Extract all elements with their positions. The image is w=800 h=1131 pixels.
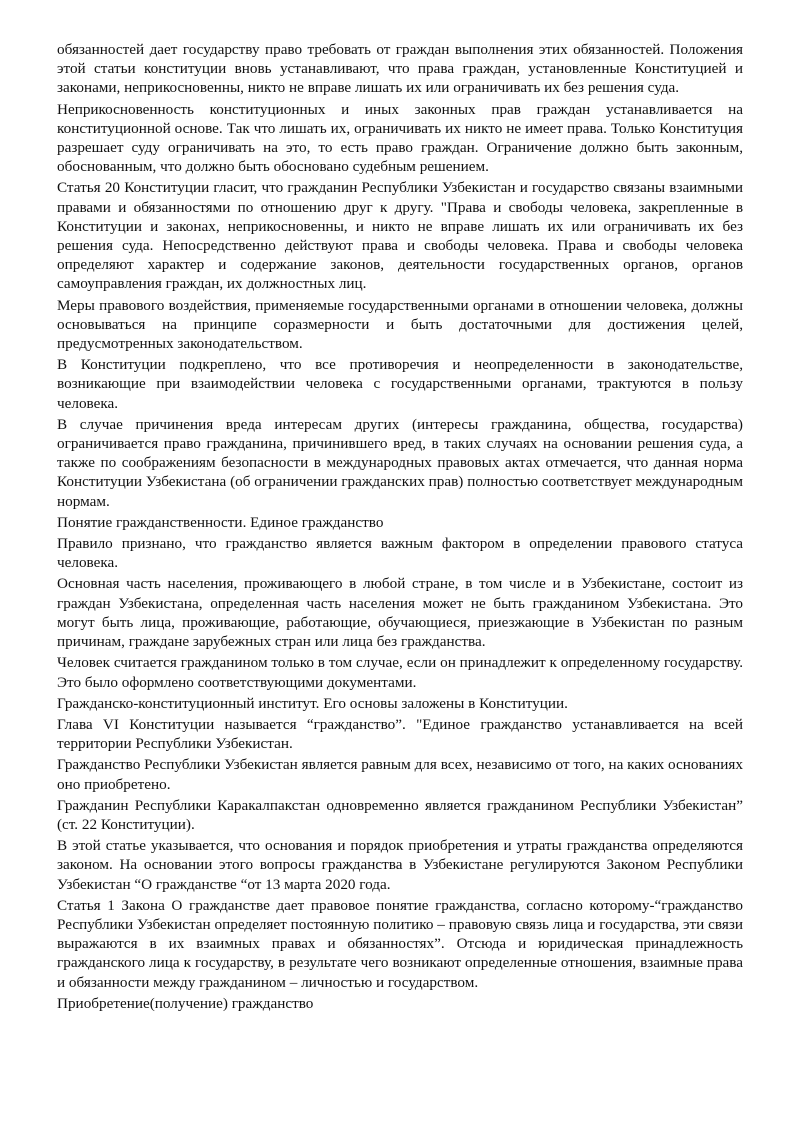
paragraph: Меры правового воздействия, применяемые государственными органами в отношении человека, должны основываться на принципе соразмерности и быть достаточными для достижения целей, предусмотренных законодательством.: [57, 296, 743, 353]
paragraph: Гражданство Республики Узбекистан является равным для всех, независимо от того, на каких основаниях оно приобретено.: [57, 756, 743, 793]
paragraph: Человек считается гражданином только в том случае, если он принадлежит к определенному государству. Это было оформлено соответствующими документами.: [57, 654, 743, 691]
paragraph: Гражданско-конституционный институт. Его основы заложены в Конституции.: [57, 694, 568, 712]
paragraph: Правило признано, что гражданство является важным фактором в определении правового статуса человека.: [57, 535, 743, 572]
paragraph: Статья 20 Конституции гласит, что гражданин Республики Узбекистан и государство связаны взаимными правами и обязанностями по отношению друг к другу. "Права и свободы человека, закрепленные в Конституции и законах, неприкосновенны, и никто не вправе лишать их или ограничивать их без решения суда. Непосредственно действуют права и свободы человека. Права и свободы человека определяют характер и содержание законов, деятельности государственных органов, органов самоуправления граждан, их должностных лиц.: [57, 179, 743, 293]
paragraph: Неприкосновенность конституционных и иных законных прав граждан устанавливается на конституционной основе. Так что лишать их, ограничивать их никто не имеет права. Только Конституция разрешает суду ограничивать на это, то есть право граждан. Ограничение должно быть законным, обоснованным, что должно быть обосновано судебным решением.: [57, 100, 743, 176]
paragraph: Гражданин Республики Каракалпакстан одновременно является гражданином Республики Узбекистан” (ст. 22 Конституции).: [57, 796, 743, 833]
paragraph: Статья 1 Закона О гражданстве дает правовое понятие гражданства, согласно которому-“гражданство Республики Узбекистан определяет постоянную политико – правовую связь лица и государства, эти связи выражаются в их взаимных правах и обязанностях”. Отсюда и юридическая принадлежность гражданского лица к государству, в результате чего возникают определенные отношения, взаимные права и обязанности между гражданином – личностью и государством.: [57, 896, 743, 991]
paragraph: обязанностей дает государству право требовать от граждан выполнения этих обязанностей. Положения этой статьи конституции вновь устанавливают, что права граждан, установленные Конституцией и законами, неприкосновенны, никто не вправе лишать их или ограничивать их без решения суда.: [57, 41, 743, 97]
section-heading: Понятие гражданственности. Единое гражданство: [57, 513, 384, 531]
section-heading: Приобретение(получение) гражданство: [57, 994, 314, 1012]
paragraph: В этой статье указывается, что основания и порядок приобретения и утраты гражданства определяются законом. На основании этого вопросы гражданства в Узбекистане регулируются Законом Республики Узбекистан “О гражданстве “от 13 марта 2020 года.: [57, 837, 743, 893]
paragraph: В случае причинения вреда интересам других (интересы гражданина, общества, государства) ограничивается право гражданина, причинившего вред, в таких случаях на основании решения суда, а также по соображениям безопасности в международных правовых актах отмечается, что данная норма Конституции Узбекистана (об ограничении гражданских прав) полностью соответствует международным нормам.: [57, 415, 743, 510]
paragraph: Основная часть населения, проживающего в любой стране, в том числе и в Узбекистане, состоит из граждан Узбекистана, определенная часть населения может не быть гражданином Узбекистана. Это могут быть лица, проживающие, работающие, обучающиеся, приезжающие в Узбекистан по разным причинам, граждане зарубежных стран или лица без гражданства.: [57, 575, 743, 651]
paragraph: В Конституции подкреплено, что все противоречия и неопределенности в законодательстве, возникающие при взаимодействии человека с государственными органами, трактуются в пользу человека.: [57, 356, 743, 412]
paragraph: Глава VI Конституции называется “гражданство”. "Единое гражданство устанавливается на всей территории Республики Узбекистан.: [57, 715, 743, 753]
